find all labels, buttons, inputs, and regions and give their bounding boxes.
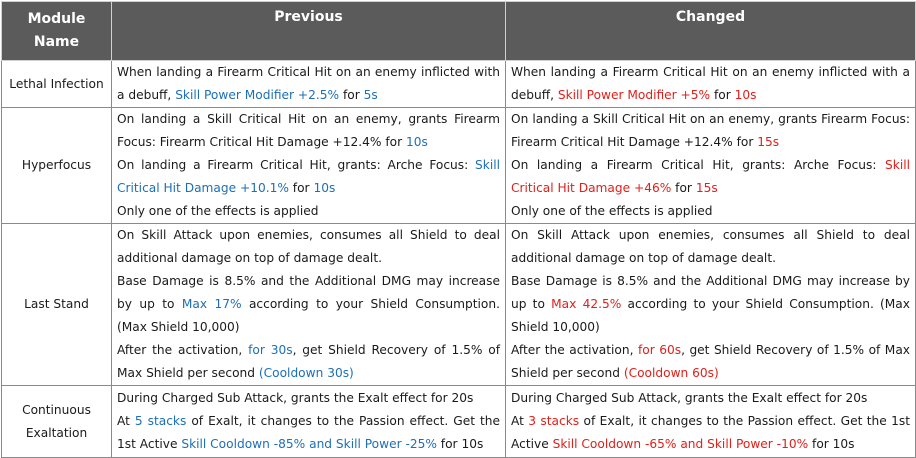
highlighted-value: (Cooldown 30s) xyxy=(258,366,354,380)
description-text: Base Damage is 8.5% and the Additional DMG may increase by up to xyxy=(117,274,500,311)
highlighted-value: 15s xyxy=(695,181,718,195)
description-text: for xyxy=(339,88,364,102)
description-line xyxy=(117,154,500,200)
description-text: After the activation, xyxy=(117,343,249,357)
description-line xyxy=(511,61,910,107)
module-name: Continuous Exaltation xyxy=(2,386,112,458)
highlighted-value: 15s xyxy=(757,135,780,149)
previous-description xyxy=(112,61,506,108)
description-text: for 10s xyxy=(436,437,484,451)
description-text: During Charged Sub Attack, grants the Exalt effect for 20s xyxy=(511,391,868,405)
description-text: On landing a Skill Critical Hit on an enemy, grants Firearm Focus: Firearm Critical Hit Damage +12.4% for xyxy=(117,112,500,149)
description-text: , get Shield Recovery of 1.5% of Max Shield per second xyxy=(117,343,501,380)
highlighted-value: 10s xyxy=(406,135,428,149)
header-module-name: Module Name xyxy=(2,2,112,61)
patch-notes-table xyxy=(1,1,916,458)
description-text: , get Shield Recovery of 1.5% of Max Shield per second xyxy=(511,343,910,380)
module-name: Hyperfocus xyxy=(2,108,112,224)
description-line xyxy=(511,339,910,385)
previous-description xyxy=(112,386,506,458)
module-name: Lethal Infection xyxy=(2,61,112,108)
description-text: When landing a Firearm Critical Hit on an enemy inflicted with a debuff, xyxy=(511,65,910,102)
changed-description xyxy=(506,108,916,224)
highlighted-value: 5s xyxy=(363,88,378,102)
description-line xyxy=(117,224,500,270)
module-row xyxy=(2,386,916,458)
description-text: Only one of the effects is applied xyxy=(511,204,713,218)
description-text: During Charged Sub Attack, grants the Exalt effect for 20s xyxy=(117,391,474,405)
description-text: After the activation, xyxy=(511,343,638,357)
highlighted-value: 10s xyxy=(313,181,336,195)
description-line xyxy=(511,154,910,200)
changed-description xyxy=(506,224,916,386)
description-line xyxy=(511,387,910,410)
highlighted-value: Max 17% xyxy=(181,297,242,311)
description-line xyxy=(117,270,500,339)
description-line xyxy=(511,200,910,223)
description-text: for xyxy=(710,88,735,102)
module-row xyxy=(2,61,916,108)
module-name: Last Stand xyxy=(2,224,112,386)
description-line xyxy=(511,270,910,339)
description-text: according to your Shield Consumption. (Max Shield 10,000) xyxy=(117,297,500,334)
module-row xyxy=(2,108,916,224)
description-line xyxy=(511,410,910,456)
highlighted-value: Skill Critical Hit Damage +46% xyxy=(511,158,910,195)
description-line xyxy=(511,224,910,270)
description-line xyxy=(117,200,500,223)
module-row xyxy=(2,224,916,386)
description-text: according to your Shield Consumption. (Max Shield 10,000) xyxy=(511,297,910,334)
highlighted-value: Skill Power Modifier +2.5% xyxy=(175,88,340,102)
description-text: On landing a Skill Critical Hit on an enemy, grants Firearm Focus: Firearm Critical Hit Damage +12.4% for xyxy=(511,112,910,149)
description-line xyxy=(511,108,910,154)
description-text: for xyxy=(288,181,314,195)
description-text: On Skill Attack upon enemies, consumes all Shield to deal additional damage on top of damage dealt. xyxy=(117,228,500,265)
description-text: On landing a Firearm Critical Hit, grants: Arche Focus: xyxy=(117,158,476,172)
highlighted-value: for 30s xyxy=(248,343,293,357)
description-text: for xyxy=(671,181,696,195)
description-text: At xyxy=(511,414,529,428)
header-previous: Previous xyxy=(112,2,506,61)
description-text: When landing a Firearm Critical Hit on an enemy inflicted with a debuff, xyxy=(117,65,500,102)
description-line xyxy=(117,410,500,456)
description-text: of Exalt, it changes to the Passion effect. Get the 1st Active xyxy=(117,414,500,451)
description-text: for 10s xyxy=(808,437,855,451)
highlighted-value: Skill Power Modifier +5% xyxy=(557,88,711,102)
description-line xyxy=(117,108,500,154)
highlighted-value: 3 stacks xyxy=(528,414,580,428)
previous-description xyxy=(112,108,506,224)
highlighted-value: for 60s xyxy=(637,343,682,357)
highlighted-value: Skill Cooldown -65% and Skill Power -10% xyxy=(552,437,809,451)
changed-description xyxy=(506,386,916,458)
highlighted-value: (Cooldown 60s) xyxy=(623,366,719,380)
highlighted-value: Max 42.5% xyxy=(551,297,622,311)
highlighted-value: 5 stacks xyxy=(134,414,187,428)
description-text: On Skill Attack upon enemies, consumes all Shield to deal additional damage on top of damage dealt. xyxy=(511,228,910,265)
highlighted-value: Skill Critical Hit Damage +10.1% xyxy=(117,158,500,195)
description-text: Base Damage is 8.5% and the Additional DMG may increase by up to xyxy=(511,274,910,311)
description-text: Only one of the effects is applied xyxy=(117,204,319,218)
header-row xyxy=(2,2,916,61)
description-line xyxy=(117,387,500,410)
description-text: of Exalt, it changes to the Passion effect. Get the 1st Active xyxy=(511,414,910,451)
header-changed: Changed xyxy=(506,2,916,61)
description-line xyxy=(117,61,500,107)
description-line xyxy=(117,339,500,385)
previous-description xyxy=(112,224,506,386)
changed-description xyxy=(506,61,916,108)
highlighted-value: 10s xyxy=(734,88,757,102)
highlighted-value: Skill Cooldown -85% and Skill Power -25% xyxy=(181,437,437,451)
description-text: At xyxy=(117,414,135,428)
description-text: On landing a Firearm Critical Hit, grants: Arche Focus: xyxy=(511,158,886,172)
